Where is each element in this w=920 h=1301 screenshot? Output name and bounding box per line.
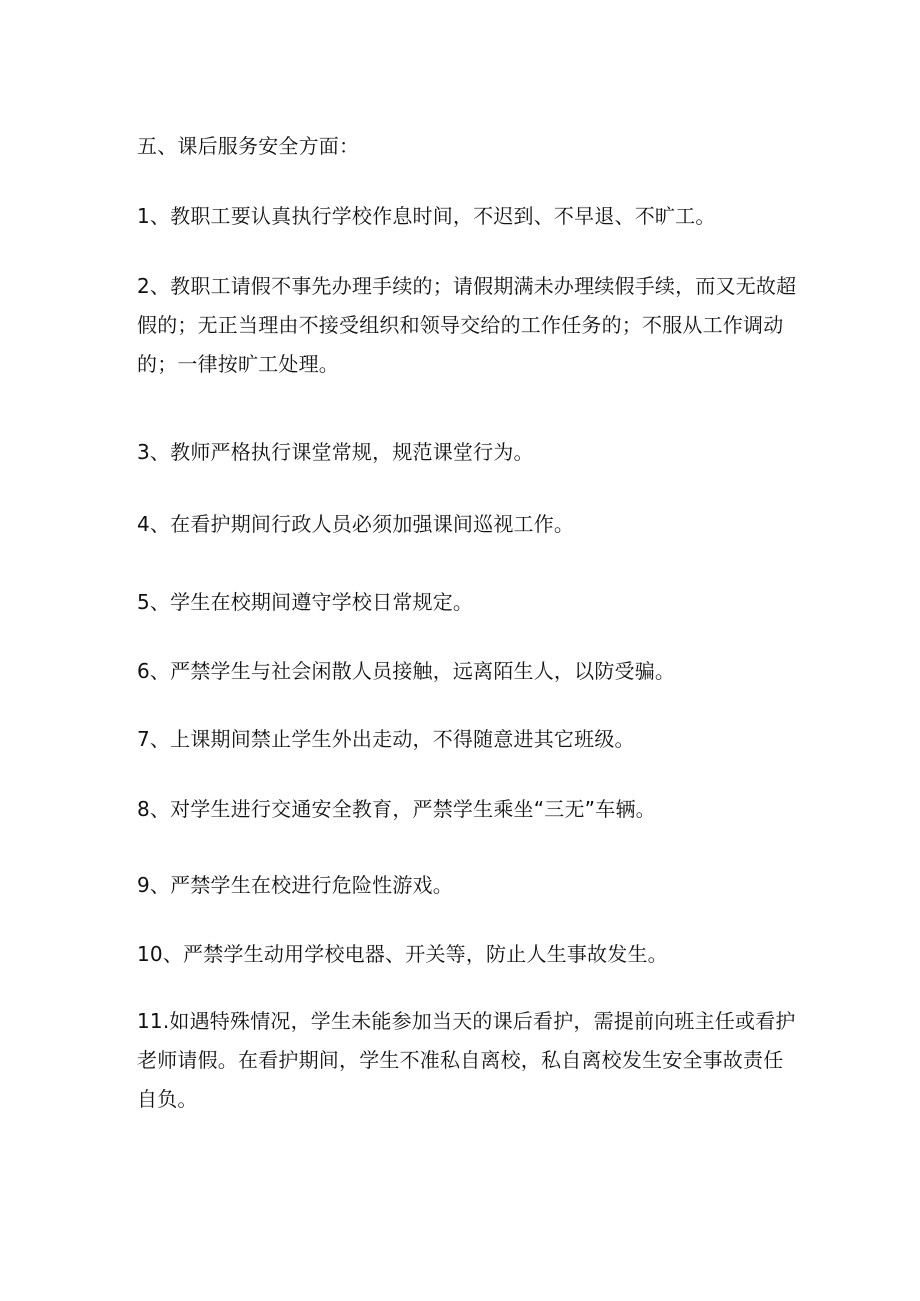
rule-item-8: 8、对学生进行交通安全教育，严禁学生乘坐“三无”车辆。 — [137, 797, 656, 821]
rule-item-6: 6、严禁学生与社会闲散人员接触，远离陌生人，以防受骗。 — [137, 659, 676, 683]
rule-item-2: 2、教职工请假不事先办理手续的；请假期满未办理续假手续，而又无故超假的；无正当理由不接受组织和领导交给的工作任务的；不服从工作调动的；一律按旷工处理。 — [137, 274, 797, 376]
rule-item-10: 10、严禁学生动用学校电器、开关等，防止人生事故发生。 — [137, 942, 668, 966]
section-heading: 五、课后服务安全方面： — [137, 134, 360, 158]
rule-item-7: 7、上课期间禁止学生外出走动，不得随意进其它班级。 — [137, 727, 635, 751]
rule-item-11: 11.如遇特殊情况，学生未能参加当天的课后看护，需提前向班主任或看护老师请假。在看护期间，学生不准私自离校，私自离校发生安全事故责任自负。 — [137, 1009, 796, 1111]
rule-item-4: 4、在看护期间行政人员必须加强课间巡视工作。 — [137, 512, 575, 536]
rule-item-9: 9、严禁学生在校进行危险性游戏。 — [137, 873, 453, 897]
rule-item-3: 3、教师严格执行课堂常规，规范课堂行为。 — [137, 440, 534, 464]
rule-item-1: 1、教职工要认真执行学校作息时间，不迟到、不早退、不旷工。 — [137, 204, 716, 228]
rule-item-5: 5、学生在校期间遵守学校日常规定。 — [137, 590, 474, 614]
